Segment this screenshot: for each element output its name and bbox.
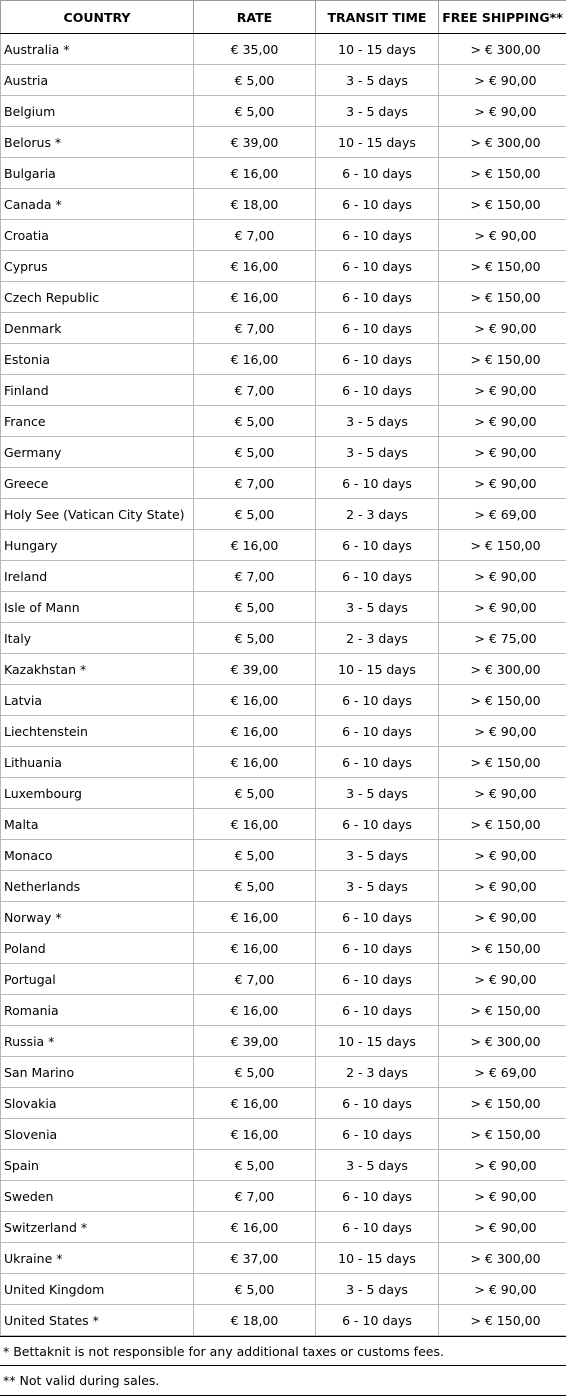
cell-transit-time: 6 - 10 days — [316, 716, 439, 747]
cell-free-shipping: > € 150,00 — [439, 1305, 566, 1336]
cell-country: Austria — [1, 65, 194, 96]
table-row — [1, 1057, 566, 1088]
cell-transit-time: 6 - 10 days — [316, 1181, 439, 1212]
cell-country: San Marino — [1, 1057, 194, 1088]
table-row — [1, 344, 566, 375]
cell-free-shipping: > € 90,00 — [439, 778, 566, 809]
cell-rate: € 7,00 — [194, 468, 316, 499]
cell-country: Cyprus — [1, 251, 194, 282]
cell-country: Canada * — [1, 189, 194, 220]
cell-transit-time: 6 - 10 days — [316, 251, 439, 282]
table-row — [1, 747, 566, 778]
cell-free-shipping: > € 90,00 — [439, 1212, 566, 1243]
table-row — [1, 468, 566, 499]
cell-transit-time: 3 - 5 days — [316, 871, 439, 902]
cell-country: Finland — [1, 375, 194, 406]
column-header-free-shipping: FREE SHIPPING** — [439, 1, 566, 34]
cell-transit-time: 10 - 15 days — [316, 127, 439, 158]
cell-rate: € 7,00 — [194, 561, 316, 592]
cell-free-shipping: > € 90,00 — [439, 468, 566, 499]
cell-transit-time: 10 - 15 days — [316, 1026, 439, 1057]
cell-country: Lithuania — [1, 747, 194, 778]
cell-rate: € 16,00 — [194, 1212, 316, 1243]
cell-country: Belgium — [1, 96, 194, 127]
cell-country: Luxembourg — [1, 778, 194, 809]
table-row — [1, 34, 566, 65]
cell-transit-time: 6 - 10 days — [316, 995, 439, 1026]
cell-rate: € 5,00 — [194, 623, 316, 654]
cell-country: Germany — [1, 437, 194, 468]
cell-country: United States * — [1, 1305, 194, 1336]
cell-rate: € 16,00 — [194, 1119, 316, 1150]
cell-transit-time: 6 - 10 days — [316, 1212, 439, 1243]
cell-transit-time: 6 - 10 days — [316, 313, 439, 344]
cell-rate: € 16,00 — [194, 685, 316, 716]
table-row — [1, 96, 566, 127]
table-row — [1, 685, 566, 716]
cell-rate: € 16,00 — [194, 716, 316, 747]
cell-transit-time: 6 - 10 days — [316, 530, 439, 561]
cell-free-shipping: > € 90,00 — [439, 1181, 566, 1212]
cell-transit-time: 2 - 3 days — [316, 499, 439, 530]
cell-country: Sweden — [1, 1181, 194, 1212]
table-row — [1, 592, 566, 623]
cell-rate: € 7,00 — [194, 313, 316, 344]
cell-rate: € 16,00 — [194, 530, 316, 561]
cell-free-shipping: > € 300,00 — [439, 1243, 566, 1274]
table-row — [1, 778, 566, 809]
table-row — [1, 1305, 566, 1336]
cell-rate: € 16,00 — [194, 809, 316, 840]
table-row — [1, 127, 566, 158]
cell-rate: € 39,00 — [194, 127, 316, 158]
cell-rate: € 16,00 — [194, 251, 316, 282]
cell-transit-time: 10 - 15 days — [316, 654, 439, 685]
table-row — [1, 189, 566, 220]
cell-free-shipping: > € 150,00 — [439, 1119, 566, 1150]
cell-free-shipping: > € 90,00 — [439, 1150, 566, 1181]
cell-rate: € 5,00 — [194, 1274, 316, 1305]
cell-free-shipping: > € 90,00 — [439, 964, 566, 995]
cell-rate: € 7,00 — [194, 1181, 316, 1212]
cell-free-shipping: > € 150,00 — [439, 344, 566, 375]
cell-country: Latvia — [1, 685, 194, 716]
cell-free-shipping: > € 300,00 — [439, 127, 566, 158]
cell-transit-time: 6 - 10 days — [316, 747, 439, 778]
table-row — [1, 871, 566, 902]
column-header-transit-time: TRANSIT TIME — [316, 1, 439, 34]
cell-transit-time: 6 - 10 days — [316, 933, 439, 964]
table-row — [1, 561, 566, 592]
cell-free-shipping: > € 69,00 — [439, 499, 566, 530]
table-body — [1, 34, 566, 1336]
table-row — [1, 1088, 566, 1119]
table-row — [1, 933, 566, 964]
cell-rate: € 5,00 — [194, 65, 316, 96]
cell-free-shipping: > € 150,00 — [439, 995, 566, 1026]
cell-transit-time: 6 - 10 days — [316, 282, 439, 313]
cell-transit-time: 3 - 5 days — [316, 437, 439, 468]
cell-country: Belorus * — [1, 127, 194, 158]
cell-country: Kazakhstan * — [1, 654, 194, 685]
cell-transit-time: 6 - 10 days — [316, 1119, 439, 1150]
cell-rate: € 5,00 — [194, 778, 316, 809]
table-row — [1, 995, 566, 1026]
table-row — [1, 251, 566, 282]
cell-rate: € 16,00 — [194, 1088, 316, 1119]
cell-free-shipping: > € 150,00 — [439, 685, 566, 716]
cell-transit-time: 6 - 10 days — [316, 561, 439, 592]
cell-free-shipping: > € 75,00 — [439, 623, 566, 654]
table-row — [1, 623, 566, 654]
cell-free-shipping: > € 90,00 — [439, 1274, 566, 1305]
cell-transit-time: 6 - 10 days — [316, 189, 439, 220]
cell-rate: € 16,00 — [194, 902, 316, 933]
cell-rate: € 16,00 — [194, 933, 316, 964]
table-row — [1, 282, 566, 313]
cell-transit-time: 10 - 15 days — [316, 1243, 439, 1274]
cell-country: Switzerland * — [1, 1212, 194, 1243]
cell-country: Italy — [1, 623, 194, 654]
cell-free-shipping: > € 90,00 — [439, 406, 566, 437]
cell-country: Romania — [1, 995, 194, 1026]
cell-free-shipping: > € 300,00 — [439, 1026, 566, 1057]
cell-country: Croatia — [1, 220, 194, 251]
cell-rate: € 5,00 — [194, 96, 316, 127]
cell-country: Denmark — [1, 313, 194, 344]
cell-free-shipping: > € 90,00 — [439, 437, 566, 468]
cell-free-shipping: > € 90,00 — [439, 871, 566, 902]
cell-country: Norway * — [1, 902, 194, 933]
cell-transit-time: 3 - 5 days — [316, 96, 439, 127]
cell-country: Monaco — [1, 840, 194, 871]
cell-transit-time: 6 - 10 days — [316, 344, 439, 375]
cell-country: Ireland — [1, 561, 194, 592]
table-row — [1, 1119, 566, 1150]
cell-country: Australia * — [1, 34, 194, 65]
cell-country: Spain — [1, 1150, 194, 1181]
table-row — [1, 1212, 566, 1243]
cell-free-shipping: > € 90,00 — [439, 96, 566, 127]
cell-rate: € 5,00 — [194, 1057, 316, 1088]
cell-rate: € 39,00 — [194, 654, 316, 685]
cell-country: Slovakia — [1, 1088, 194, 1119]
cell-rate: € 7,00 — [194, 375, 316, 406]
cell-transit-time: 6 - 10 days — [316, 158, 439, 189]
cell-rate: € 18,00 — [194, 189, 316, 220]
cell-transit-time: 2 - 3 days — [316, 623, 439, 654]
table-row — [1, 654, 566, 685]
cell-transit-time: 2 - 3 days — [316, 1057, 439, 1088]
cell-country: Greece — [1, 468, 194, 499]
table-row — [1, 1026, 566, 1057]
cell-transit-time: 3 - 5 days — [316, 1274, 439, 1305]
cell-transit-time: 10 - 15 days — [316, 34, 439, 65]
cell-country: France — [1, 406, 194, 437]
table-row — [1, 902, 566, 933]
cell-rate: € 5,00 — [194, 406, 316, 437]
table-row — [1, 1274, 566, 1305]
table-row — [1, 375, 566, 406]
cell-rate: € 16,00 — [194, 747, 316, 778]
table-row — [1, 809, 566, 840]
table-row — [1, 313, 566, 344]
cell-country: Slovenia — [1, 1119, 194, 1150]
cell-rate: € 18,00 — [194, 1305, 316, 1336]
cell-transit-time: 3 - 5 days — [316, 1150, 439, 1181]
cell-rate: € 5,00 — [194, 840, 316, 871]
cell-free-shipping: > € 90,00 — [439, 220, 566, 251]
cell-free-shipping: > € 90,00 — [439, 840, 566, 871]
table-row — [1, 437, 566, 468]
cell-free-shipping: > € 150,00 — [439, 933, 566, 964]
cell-rate: € 16,00 — [194, 344, 316, 375]
cell-transit-time: 3 - 5 days — [316, 840, 439, 871]
cell-transit-time: 6 - 10 days — [316, 964, 439, 995]
cell-free-shipping: > € 300,00 — [439, 654, 566, 685]
cell-country: Hungary — [1, 530, 194, 561]
cell-country: Isle of Mann — [1, 592, 194, 623]
cell-free-shipping: > € 90,00 — [439, 313, 566, 344]
cell-transit-time: 6 - 10 days — [316, 375, 439, 406]
cell-rate: € 7,00 — [194, 220, 316, 251]
cell-country: Malta — [1, 809, 194, 840]
cell-free-shipping: > € 90,00 — [439, 375, 566, 406]
cell-country: Estonia — [1, 344, 194, 375]
cell-free-shipping: > € 150,00 — [439, 189, 566, 220]
cell-rate: € 39,00 — [194, 1026, 316, 1057]
cell-rate: € 5,00 — [194, 437, 316, 468]
table-row — [1, 499, 566, 530]
cell-rate: € 5,00 — [194, 499, 316, 530]
cell-free-shipping: > € 150,00 — [439, 747, 566, 778]
footnote-taxes: * Bettaknit is not responsible for any additional taxes or customs fees. — [0, 1336, 566, 1366]
table-row — [1, 1150, 566, 1181]
cell-country: United Kingdom — [1, 1274, 194, 1305]
cell-free-shipping: > € 69,00 — [439, 1057, 566, 1088]
table-row — [1, 1243, 566, 1274]
cell-transit-time: 6 - 10 days — [316, 1088, 439, 1119]
cell-free-shipping: > € 150,00 — [439, 282, 566, 313]
cell-free-shipping: > € 90,00 — [439, 592, 566, 623]
cell-transit-time: 3 - 5 days — [316, 592, 439, 623]
cell-rate: € 16,00 — [194, 158, 316, 189]
cell-free-shipping: > € 150,00 — [439, 1088, 566, 1119]
column-header-country: COUNTRY — [1, 1, 194, 34]
table-row — [1, 158, 566, 189]
cell-transit-time: 3 - 5 days — [316, 406, 439, 437]
cell-transit-time: 6 - 10 days — [316, 902, 439, 933]
table-row — [1, 220, 566, 251]
cell-transit-time: 3 - 5 days — [316, 65, 439, 96]
cell-country: Portugal — [1, 964, 194, 995]
cell-free-shipping: > € 90,00 — [439, 65, 566, 96]
cell-country: Ukraine * — [1, 1243, 194, 1274]
cell-rate: € 5,00 — [194, 592, 316, 623]
footnote-sales: ** Not valid during sales. — [0, 1366, 566, 1396]
cell-free-shipping: > € 300,00 — [439, 34, 566, 65]
table-row — [1, 406, 566, 437]
cell-country: Bulgaria — [1, 158, 194, 189]
cell-country: Holy See (Vatican City State) — [1, 499, 194, 530]
cell-rate: € 35,00 — [194, 34, 316, 65]
cell-rate: € 16,00 — [194, 282, 316, 313]
table-row — [1, 530, 566, 561]
cell-free-shipping: > € 150,00 — [439, 158, 566, 189]
cell-free-shipping: > € 150,00 — [439, 809, 566, 840]
cell-country: Netherlands — [1, 871, 194, 902]
cell-transit-time: 3 - 5 days — [316, 778, 439, 809]
cell-free-shipping: > € 90,00 — [439, 561, 566, 592]
table-row — [1, 964, 566, 995]
cell-country: Czech Republic — [1, 282, 194, 313]
cell-country: Poland — [1, 933, 194, 964]
cell-free-shipping: > € 150,00 — [439, 251, 566, 282]
cell-transit-time: 6 - 10 days — [316, 1305, 439, 1336]
table-row — [1, 840, 566, 871]
table-row — [1, 716, 566, 747]
column-header-rate: RATE — [194, 1, 316, 34]
cell-free-shipping: > € 150,00 — [439, 530, 566, 561]
cell-transit-time: 6 - 10 days — [316, 220, 439, 251]
table-row — [1, 1181, 566, 1212]
cell-rate: € 37,00 — [194, 1243, 316, 1274]
cell-free-shipping: > € 90,00 — [439, 716, 566, 747]
cell-transit-time: 6 - 10 days — [316, 809, 439, 840]
cell-country: Liechtenstein — [1, 716, 194, 747]
cell-rate: € 5,00 — [194, 1150, 316, 1181]
footnotes — [0, 1336, 566, 1396]
cell-free-shipping: > € 90,00 — [439, 902, 566, 933]
cell-rate: € 16,00 — [194, 995, 316, 1026]
table-header-row — [1, 1, 566, 34]
cell-country: Russia * — [1, 1026, 194, 1057]
table-row — [1, 65, 566, 96]
cell-transit-time: 6 - 10 days — [316, 468, 439, 499]
cell-rate: € 7,00 — [194, 964, 316, 995]
cell-rate: € 5,00 — [194, 871, 316, 902]
cell-transit-time: 6 - 10 days — [316, 685, 439, 716]
